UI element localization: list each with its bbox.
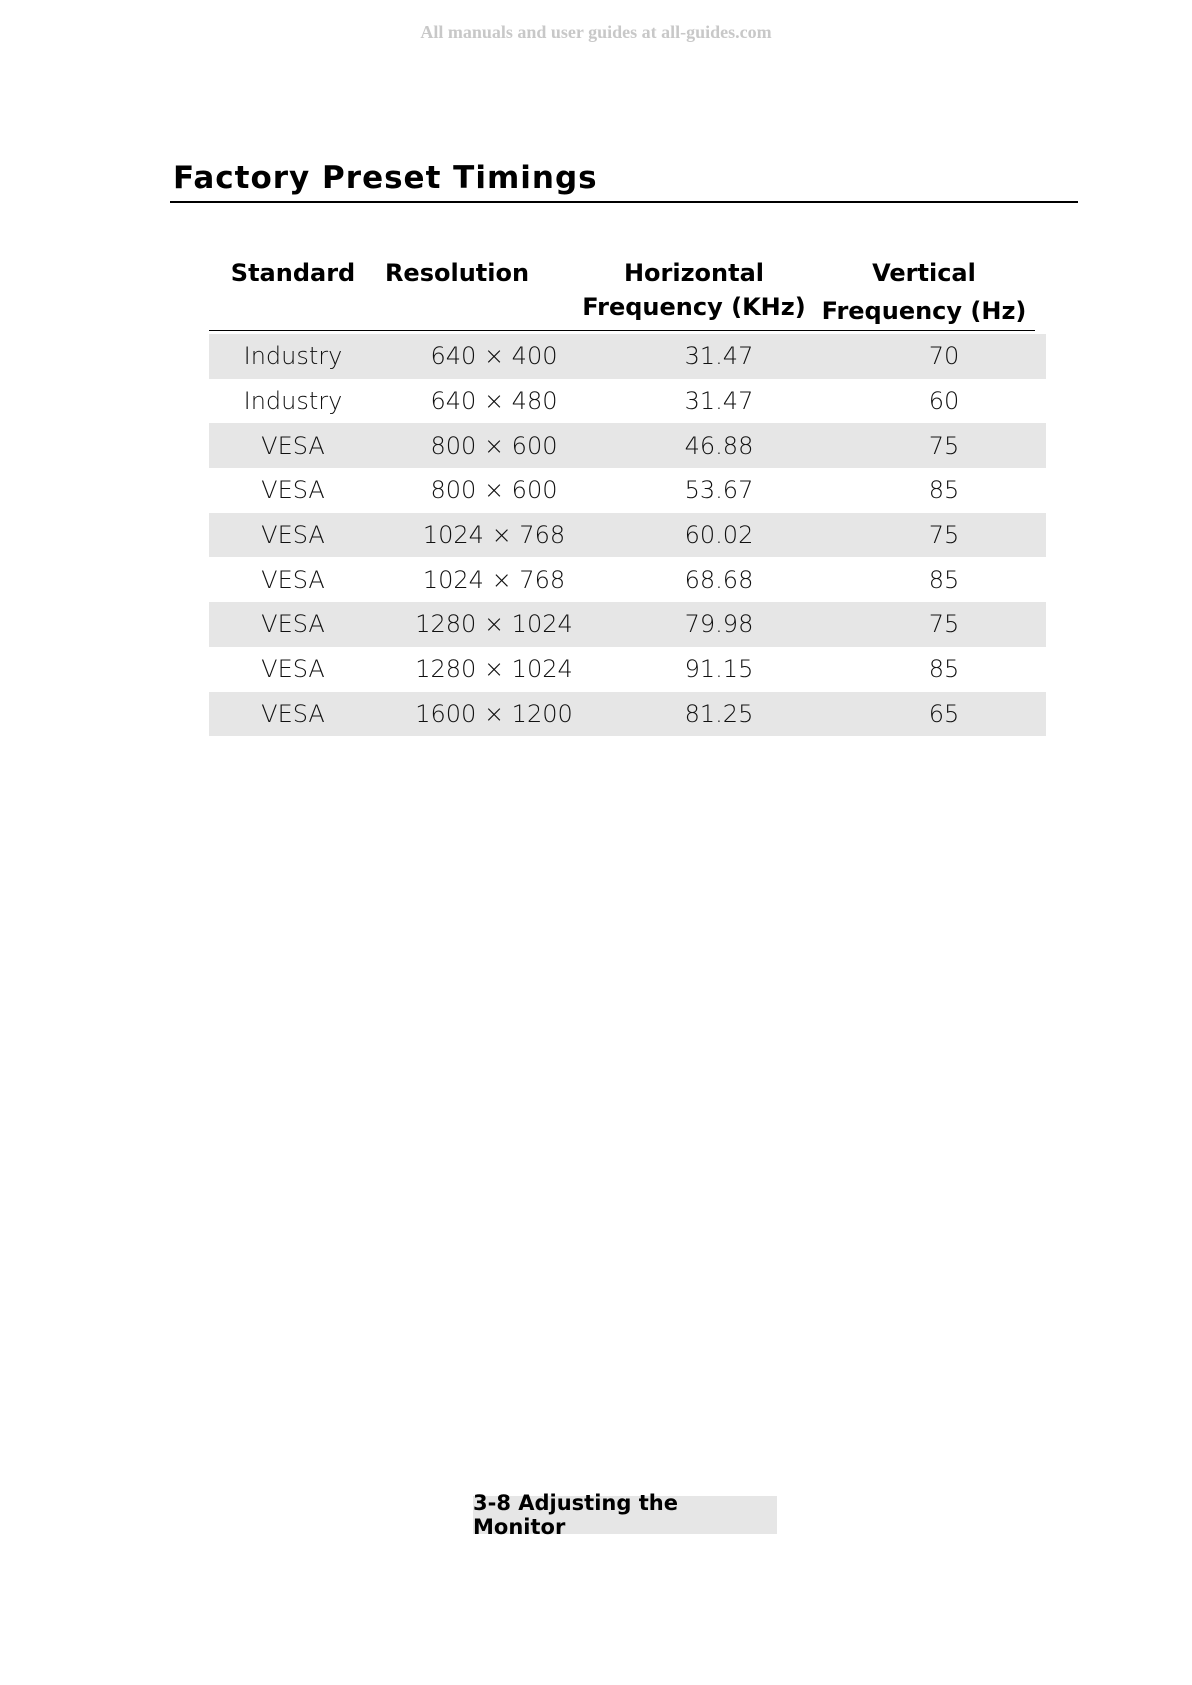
cell-horizontal-frequency: 91.15 [684, 655, 754, 684]
cell-horizontal-frequency: 68.68 [684, 565, 754, 594]
header-horizontal-frequency [569, 256, 819, 324]
cell-resolution: 1280 × 1024 [415, 610, 573, 639]
table-row [209, 647, 1046, 692]
cell-vertical-frequency: 70 [928, 342, 960, 371]
table-header [209, 250, 1046, 330]
cell-resolution: 800 × 600 [430, 431, 558, 460]
cell-horizontal-frequency: 46.88 [684, 431, 754, 460]
cell-standard: VESA [261, 699, 325, 728]
cell-resolution: 1280 × 1024 [415, 655, 573, 684]
cell-vertical-frequency: 75 [928, 521, 960, 550]
cell-standard: VESA [261, 610, 325, 639]
cell-resolution: 640 × 400 [430, 342, 558, 371]
table-row [209, 379, 1046, 424]
header-standard-label: Standard [230, 259, 356, 287]
table-row [209, 692, 1046, 737]
header-resolution [377, 256, 537, 290]
table-row [209, 334, 1046, 379]
cell-resolution: 640 × 480 [430, 387, 558, 416]
header-standard [209, 256, 377, 290]
cell-resolution: 1024 × 768 [422, 565, 566, 594]
cell-horizontal-frequency: 60.02 [684, 521, 754, 550]
table-row [209, 557, 1046, 602]
cell-standard: VESA [261, 565, 325, 594]
cell-standard: Industry [243, 342, 343, 371]
cell-horizontal-frequency: 53.67 [684, 476, 754, 505]
cell-vertical-frequency: 85 [928, 476, 960, 505]
table-row [209, 423, 1046, 468]
cell-vertical-frequency: 60 [928, 387, 960, 416]
cell-horizontal-frequency: 31.47 [684, 342, 754, 371]
cell-resolution: 800 × 600 [430, 476, 558, 505]
table-body [209, 334, 1046, 736]
cell-standard: VESA [261, 655, 325, 684]
header-horizontal-line2: Frequency (KHz) [582, 293, 806, 321]
cell-vertical-frequency: 75 [928, 610, 960, 639]
cell-vertical-frequency: 75 [928, 431, 960, 460]
header-vertical-line2: Frequency (Hz) [821, 297, 1027, 325]
cell-standard: VESA [261, 431, 325, 460]
table-row [209, 602, 1046, 647]
watermark: All manuals and user guides at all-guides.com [420, 22, 772, 42]
timings-table [209, 250, 1046, 728]
cell-resolution: 1600 × 1200 [415, 699, 573, 728]
cell-standard: VESA [261, 521, 325, 550]
title-divider [170, 201, 1078, 203]
header-vertical-line1: Vertical [872, 259, 976, 287]
cell-standard: VESA [261, 476, 325, 505]
header-vertical-frequency [809, 256, 1039, 328]
cell-horizontal-frequency: 79.98 [684, 610, 754, 639]
cell-vertical-frequency: 85 [928, 655, 960, 684]
cell-horizontal-frequency: 81.25 [684, 699, 754, 728]
table-row [209, 513, 1046, 558]
cell-standard: Industry [243, 387, 343, 416]
header-resolution-label: Resolution [384, 259, 530, 287]
table-row [209, 468, 1046, 513]
page-title: Factory Preset Timings [173, 160, 598, 196]
header-horizontal-line1: Horizontal [623, 259, 765, 287]
cell-vertical-frequency: 65 [928, 699, 960, 728]
cell-vertical-frequency: 85 [928, 565, 960, 594]
cell-resolution: 1024 × 768 [422, 521, 566, 550]
cell-horizontal-frequency: 31.47 [684, 387, 754, 416]
page-footer: 3-8 Adjusting the Monitor [473, 1496, 777, 1534]
